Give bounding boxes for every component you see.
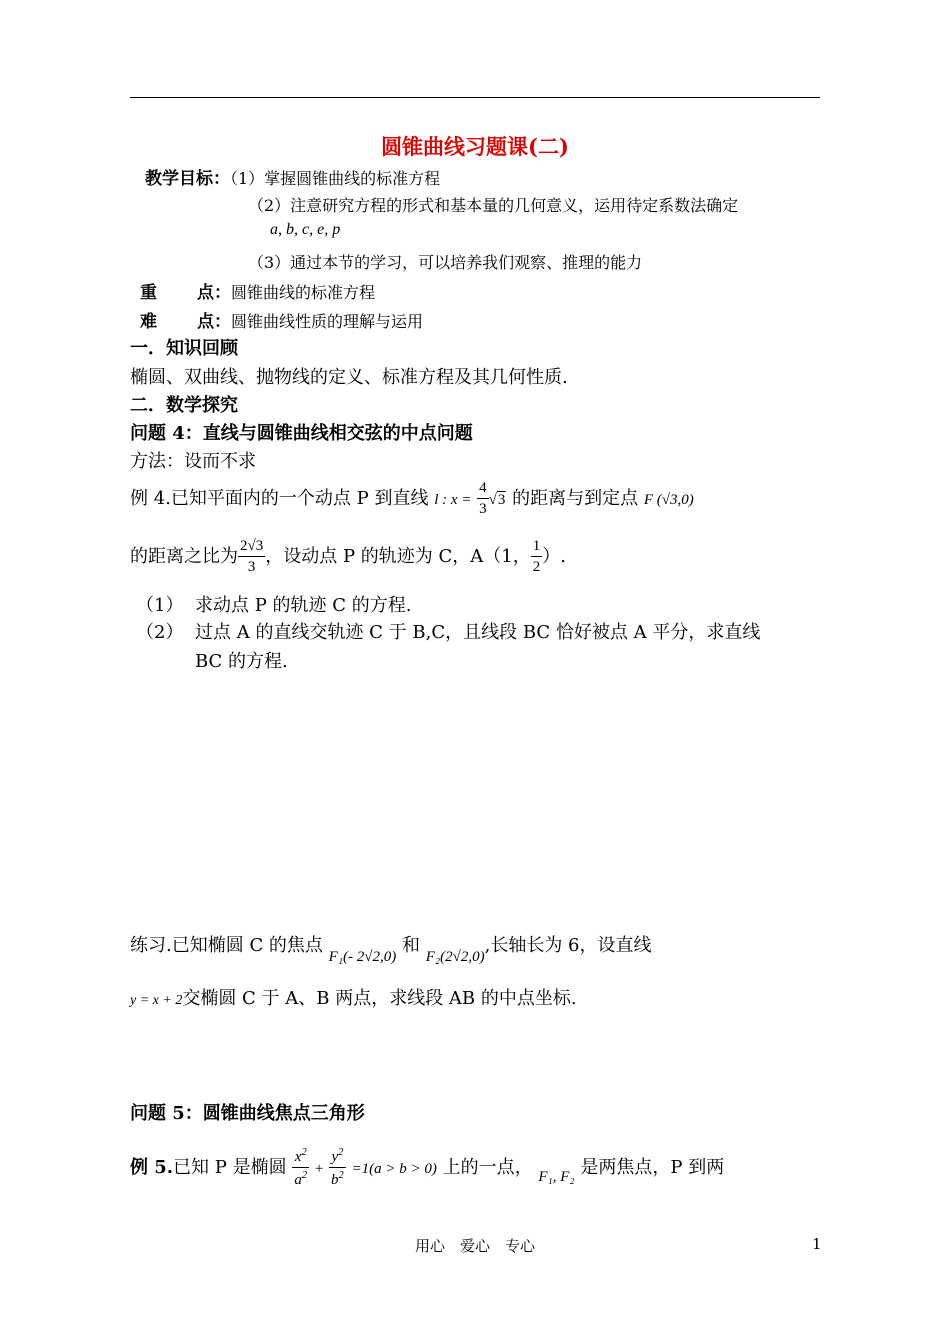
- problem-5-heading: 问题 5：圆锥曲线焦点三角形: [130, 1103, 365, 1124]
- objective-1: （1）掌握圆锥曲线的标准方程: [230, 169, 441, 188]
- example-4-line-2: [130, 531, 566, 583]
- question-1-number: （1）: [136, 595, 184, 616]
- ellipse-rhs: =1(a > b > 0): [351, 1161, 437, 1177]
- key-point: [140, 278, 375, 303]
- line-equation-y: y = x + 2: [130, 993, 183, 1008]
- example-4-ratio-text: 的距离之比为: [130, 546, 238, 567]
- example-4-trajectory-text: ，设动点 P 的轨迹为 C，A（1，: [265, 546, 531, 567]
- page-number: 1: [812, 1235, 822, 1253]
- question-2-text-1: 过点 A 的直线交轨迹 C 于 B,C，且线段 BC 恰好被点 A 平分，求直线: [195, 622, 761, 643]
- exercise-line-1: [130, 924, 652, 969]
- example-5-label: 例 5.: [130, 1157, 174, 1178]
- line-equation-label: l : x =: [434, 492, 472, 508]
- line-fraction: $\frac{4}{3}$: [479, 480, 487, 517]
- question-1-text: 求动点 P 的轨迹 C 的方程.: [195, 595, 412, 616]
- objective-2-vars: a, b, c, e, p: [270, 221, 341, 238]
- example-4-end-text: ）.: [542, 546, 566, 567]
- footer-motto: 用心 爱心 专心: [414, 1237, 535, 1255]
- problem-4-method: 方法：设而不求: [130, 451, 256, 472]
- key-point-text: 圆锥曲线的标准方程: [231, 283, 376, 302]
- exercise-and: 和: [402, 935, 421, 956]
- problem-4-heading: 问题 4：直线与圆锥曲线相交弦的中点问题: [130, 423, 473, 444]
- section-1-text: 椭圆、双曲线、抛物线的定义、标准方程及其几何性质.: [130, 367, 568, 388]
- objectives-line-1: [145, 164, 440, 189]
- difficult-point-text: 圆锥曲线性质的理解与运用: [231, 312, 424, 331]
- objective-3: （3）通过本节的学习，可以培养我们观察、推理的能力: [248, 253, 643, 272]
- objective-2: （2）注意研究方程的形式和基本量的几何意义，运用待定系数法确定: [248, 196, 739, 215]
- example-5-foci-text: 是两焦点，P 到两: [580, 1157, 725, 1178]
- ratio-fraction: $\frac{2√3}{3}$: [240, 538, 264, 575]
- question-2-number: （2）: [136, 622, 184, 643]
- fixed-point-f: F (√3,0): [643, 492, 694, 508]
- example-4-intro: 例 4.已知平面内的一个动点 P 到直线: [130, 488, 429, 509]
- exercise-question: 交椭圆 C 于 A、B 两点，求线段 AB 的中点坐标.: [182, 988, 577, 1009]
- example-4-line-1: 例 4.已知平面内的一个动点 P 到直线 l : x = $\frac{4}{3}$ √3 的距离与到定点 F (√3,0): [130, 480, 694, 517]
- ellipse-y-term: $\frac{y^2}{b^2}$: [331, 1147, 344, 1188]
- exercise-intro: 练习.已知椭圆 C 的焦点: [130, 935, 323, 956]
- key-point-label-1: 重: [140, 283, 157, 303]
- key-point-label-2: 点：: [197, 283, 231, 303]
- question-2-text-2: BC 的方程.: [195, 651, 288, 672]
- objectives-label: 教学目标：: [145, 169, 230, 189]
- focus-f2: F₂(2√2,0): [425, 949, 485, 965]
- exercise-axis-text: ,长轴长为 6，设直线: [484, 935, 652, 956]
- example-4-distance-text: 的距离与到定点: [512, 488, 639, 509]
- header-rule: [130, 97, 820, 98]
- half-fraction: $\frac{1}{2}$: [532, 538, 541, 575]
- ellipse-x-term: $\frac{x^2}{a^2}$: [294, 1147, 308, 1188]
- exercise-line-2: [130, 984, 577, 1010]
- section-2-heading: 二．数学探究: [130, 395, 238, 416]
- example-5-point-text: 上的一点，: [442, 1157, 533, 1178]
- focus-f1: F₁(- 2√2,0): [328, 949, 397, 965]
- difficult-point-label-1: 难: [140, 312, 157, 332]
- line-sqrt-value: 3: [497, 492, 506, 508]
- section-1-heading: 一．知识回顾: [130, 338, 238, 359]
- difficult-point-label-2: 点：: [197, 312, 231, 332]
- difficult-point: [140, 307, 423, 332]
- example-5-intro: 已知 P 是椭圆: [173, 1157, 287, 1178]
- foci-f1-f2: F₁, F₂: [538, 1169, 575, 1185]
- document-title: 圆锥曲线习题课(二): [381, 134, 569, 159]
- example-5-line: 例 5.已知 P 是椭圆 $\frac{x^2}{a^2}$ + $\frac{y^2}{b^2}$ =1(a > b > 0) 上的一点， $_{F_1, F_2}$ 是两焦点，P 到两: [130, 1147, 725, 1188]
